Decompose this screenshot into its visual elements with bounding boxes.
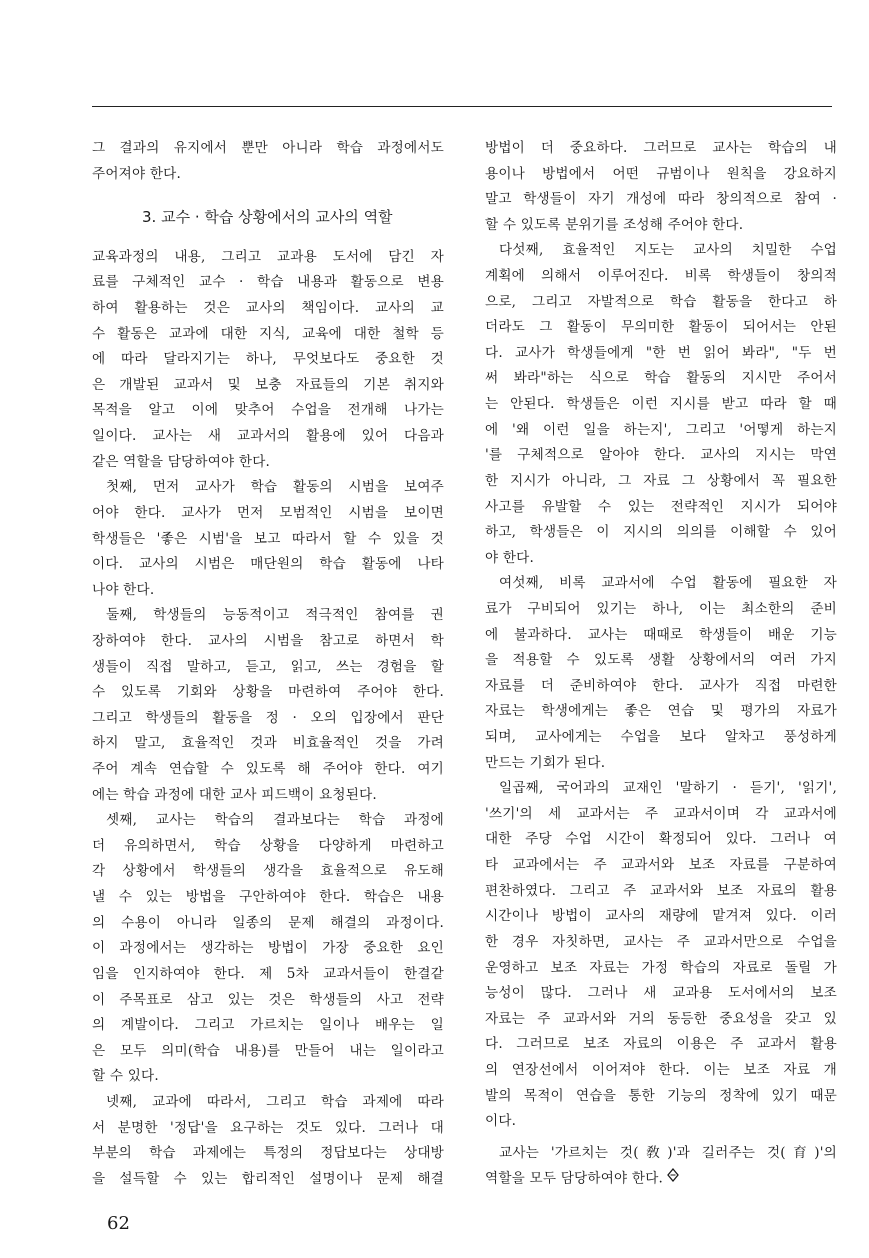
paragraph-first bbox=[92, 475, 444, 603]
text-line: 하여 활용하는 것은 교사의 책임이다. 교사의 교 bbox=[92, 300, 444, 317]
text-line: 자료는 주 교과서와 거의 동등한 중요성을 갖고 있 bbox=[485, 1010, 837, 1027]
paragraph-second bbox=[92, 603, 444, 808]
text-line: 같은 역할을 담당하여야 한다. bbox=[92, 453, 271, 470]
text-line: 첫째, 먼저 교사가 학습 활동의 시범을 보여주 bbox=[106, 479, 444, 496]
text-line: 에 따라 달라지기는 하나, 무엇보다도 중요한 것 bbox=[92, 351, 444, 368]
text-line: 다. 그러므로 보조 자료의 이용은 주 교과서 활용 bbox=[485, 1036, 837, 1053]
paragraph-fourth bbox=[92, 1090, 444, 1192]
text-line: 그리고 학생들의 활동을 정 · 오의 입장에서 판단 bbox=[92, 709, 444, 726]
header-rule bbox=[92, 106, 832, 107]
text-line bbox=[485, 1166, 837, 1192]
text-line: 이 과정에서는 생각하는 방법이 가장 중요한 요인 bbox=[92, 940, 444, 957]
text-line: 료를 구체적인 교수 · 학습 내용과 활동으로 변용 bbox=[92, 274, 444, 291]
text-line: '쓰기'의 세 교과서는 주 교과서이며 각 교과서에 bbox=[485, 805, 837, 822]
text-line: 그 결과의 유지에서 뿐만 아니라 학습 과정에서도 bbox=[92, 140, 444, 156]
text-line: 수 있도록 기회와 상황을 마련하여 주어야 한다. bbox=[92, 684, 444, 701]
text-line: 자료는 학생에게는 좋은 연습 및 평가의 자료가 bbox=[485, 703, 837, 720]
text-line: 써 봐라"하는 식으로 학습 활동의 지시만 주어서 bbox=[485, 370, 837, 387]
text-line: 은 모두 의미(학습 내용)를 만들어 내는 일이라고 bbox=[92, 1042, 444, 1059]
text-line: 여섯째, 비록 교과서에 수업 활동에 필요한 자 bbox=[499, 575, 837, 592]
text-line: 하고, 학생들은 이 지시의 의의를 이해할 수 있어 bbox=[485, 524, 837, 541]
paragraph-1 bbox=[92, 245, 444, 475]
text-line: 할 수 있도록 분위기를 조성해 주어야 한다. bbox=[485, 216, 744, 233]
text-line: 교육과정의 내용, 그리고 교과용 도서에 담긴 자 bbox=[92, 248, 444, 265]
paragraph-third bbox=[92, 808, 444, 1090]
text-line: 부분의 학습 과제에는 특정의 정답보다는 상대방 bbox=[92, 1145, 444, 1162]
end-of-article-icon bbox=[667, 1166, 679, 1192]
text-line: 한 지시가 아니라, 그 자료 그 상황에서 꼭 필요한 bbox=[485, 472, 837, 489]
text-line: 임을 인지하여야 한다. 제 5차 교과서들이 한결같 bbox=[92, 965, 444, 982]
paragraph-fifth bbox=[485, 238, 837, 571]
text-line: '를 구체적으로 알아야 한다. 교사의 지시는 막연 bbox=[485, 447, 837, 464]
text-line: 사고를 유발할 수 있는 전략적인 지시가 되어야 bbox=[485, 498, 837, 515]
text-line: 을 적용할 수 있도록 생활 상황에서의 여러 가지 bbox=[485, 652, 837, 669]
intro-paragraph bbox=[92, 136, 444, 187]
text-line: 생들이 직접 말하고, 듣고, 읽고, 쓰는 경험을 할 bbox=[92, 658, 444, 675]
text-line: 는 안된다. 학생들은 이런 지시를 받고 따라 할 때 bbox=[485, 396, 837, 413]
page-number: 62 bbox=[107, 1213, 130, 1234]
text-line: 능성이 많다. 그러나 새 교과용 도서에서의 보조 bbox=[485, 985, 837, 1002]
text-line: 발의 목적이 연습을 통한 기능의 정착에 있기 때문 bbox=[485, 1087, 837, 1104]
text-line: 더라도 그 활동이 무의미한 활동이 되어서는 안된 bbox=[485, 319, 837, 336]
paragraph-closing bbox=[485, 1141, 837, 1192]
text-line: 목적을 알고 이에 맞추어 수업을 전개해 나가는 bbox=[92, 402, 444, 419]
text-line: 일곱째, 국어과의 교재인 '말하기 · 듣기', '읽기', bbox=[499, 780, 837, 797]
text-line: 낼 수 있는 방법을 구안하여야 한다. 학습은 내용 bbox=[92, 889, 444, 906]
text-line: 운영하고 보조 자료는 가정 학습의 자료로 돌릴 가 bbox=[485, 959, 837, 976]
text-line: 다섯째, 효율적인 지도는 교사의 치밀한 수업 bbox=[499, 242, 837, 259]
text-line: 주어져야 한다. bbox=[92, 165, 182, 182]
right-column bbox=[485, 136, 837, 1192]
text-line: 서 분명한 '정답'을 요구하는 것도 있다. 그러나 대 bbox=[92, 1119, 444, 1136]
text-line: 이 주목표로 삼고 있는 것은 학생들의 사고 전략 bbox=[92, 991, 444, 1008]
text-line: 어야 한다. 교사가 먼저 모범적인 시범을 보이면 bbox=[92, 504, 444, 521]
text-line: 더 유의하면서, 학습 상황을 다양하게 마련하고 bbox=[92, 837, 444, 854]
text-line: 료가 구비되어 있기는 하나, 이는 최소한의 준비 bbox=[485, 600, 837, 617]
text-line: 이다. 교사의 시범은 매단원의 학습 활동에 나타 bbox=[92, 556, 444, 573]
text-line: 은 개발된 교과서 및 보충 자료들의 기본 취지와 bbox=[92, 376, 444, 393]
text-line: 의 연장선에서 이어져야 한다. 이는 보조 자료 개 bbox=[485, 1061, 837, 1078]
text-line: 야 한다. bbox=[485, 549, 535, 566]
text-line: 되며, 교사에게는 수업을 보다 알차고 풍성하게 bbox=[485, 729, 837, 746]
text-line: 학생들은 '좋은 시범'을 보고 따라서 할 수 있을 것 bbox=[92, 530, 444, 547]
text-line: 다. 교사가 학생들에게 "한 번 읽어 봐라", "두 번 bbox=[485, 344, 837, 361]
text-line: 교사는 '가르치는 것(敎)'과 길러주는 것(育)'의 bbox=[499, 1144, 837, 1161]
text-line: 수 활동은 교과에 대한 지식, 교육에 대한 철학 등 bbox=[92, 325, 444, 342]
text-line: 에 '왜 이런 일을 하는지', 그리고 '어떻게 하는지 bbox=[485, 421, 837, 438]
text-line: 나야 한다. bbox=[92, 581, 155, 598]
left-column bbox=[92, 136, 444, 1192]
text-line: 셋째, 교사는 학습의 결과보다는 학습 과정에 bbox=[106, 812, 444, 829]
text-line: 용이나 방법에서 어떤 규범이나 원칙을 강요하지 bbox=[485, 165, 837, 182]
text-line: 편찬하였다. 그리고 주 교과서와 보조 자료의 활용 bbox=[485, 882, 837, 899]
text-line: 각 상황에서 학생들의 생각을 효율적으로 유도해 bbox=[92, 863, 444, 880]
paragraph-sixth bbox=[485, 571, 837, 776]
text-line: 주어 계속 연습할 수 있도록 해 주어야 한다. 여기 bbox=[92, 761, 444, 778]
text-line: 이다. bbox=[485, 1113, 517, 1130]
text-line: 계획에 의해서 이루어진다. 비록 학생들이 창의적 bbox=[485, 268, 837, 285]
text-line: 의 수용이 아니라 일종의 문제 해결의 과정이다. bbox=[92, 914, 444, 931]
text-line: 할 수 있다. bbox=[92, 1068, 159, 1085]
text-line: 에는 학습 과정에 대한 교사 피드백이 요청된다. bbox=[92, 786, 377, 803]
text-line: 으로, 그리고 자발적으로 학습 활동을 한다고 하 bbox=[485, 293, 837, 310]
text-line: 시간이나 방법이 교사의 재량에 맡겨져 있다. 이러 bbox=[485, 908, 837, 925]
section-heading: 3. 교수 · 학습 상황에서의 교사의 역할 bbox=[142, 208, 393, 227]
text-line: 넷째, 교과에 따라서, 그리고 학습 과제에 따라 bbox=[106, 1093, 444, 1110]
paragraph-seventh bbox=[485, 776, 837, 1135]
paragraph-continued bbox=[485, 136, 837, 238]
text-line: 말고 학생들이 자기 개성에 따라 창의적으로 참여 · bbox=[485, 191, 837, 208]
text-line: 한 경우 자칫하면, 교사는 주 교과서만으로 수업을 bbox=[485, 933, 837, 950]
text-line: 하지 말고, 효율적인 것과 비효율적인 것을 가려 bbox=[92, 735, 444, 752]
text-line: 둘째, 학생들의 능동적이고 적극적인 참여를 권 bbox=[106, 607, 444, 624]
text-line: 자료를 더 준비하여야 한다. 교사가 직접 마련한 bbox=[485, 677, 837, 694]
text-line: 일이다. 교사는 새 교과서의 활용에 있어 다음과 bbox=[92, 428, 444, 445]
text-line: 장하여야 한다. 교사의 시범을 참고로 하면서 학 bbox=[92, 632, 444, 649]
text-line: 을 설득할 수 있는 합리적인 설명이나 문제 해결 bbox=[92, 1170, 444, 1187]
text-line: 대한 주당 수업 시간이 확정되어 있다. 그러나 여 bbox=[485, 831, 837, 848]
text-line: 타 교과에서는 주 교과서와 보조 자료를 구분하여 bbox=[485, 857, 837, 874]
text-line: 방법이 더 중요하다. 그러므로 교사는 학습의 내 bbox=[485, 140, 837, 156]
closing-text: 역할을 모두 담당하여야 한다. bbox=[485, 1170, 664, 1187]
text-line: 만드는 기회가 된다. bbox=[485, 754, 606, 771]
text-line: 의 계발이다. 그리고 가르치는 일이나 배우는 일 bbox=[92, 1017, 444, 1034]
text-line: 에 불과하다. 교사는 때때로 학생들이 배운 기능 bbox=[485, 626, 837, 643]
